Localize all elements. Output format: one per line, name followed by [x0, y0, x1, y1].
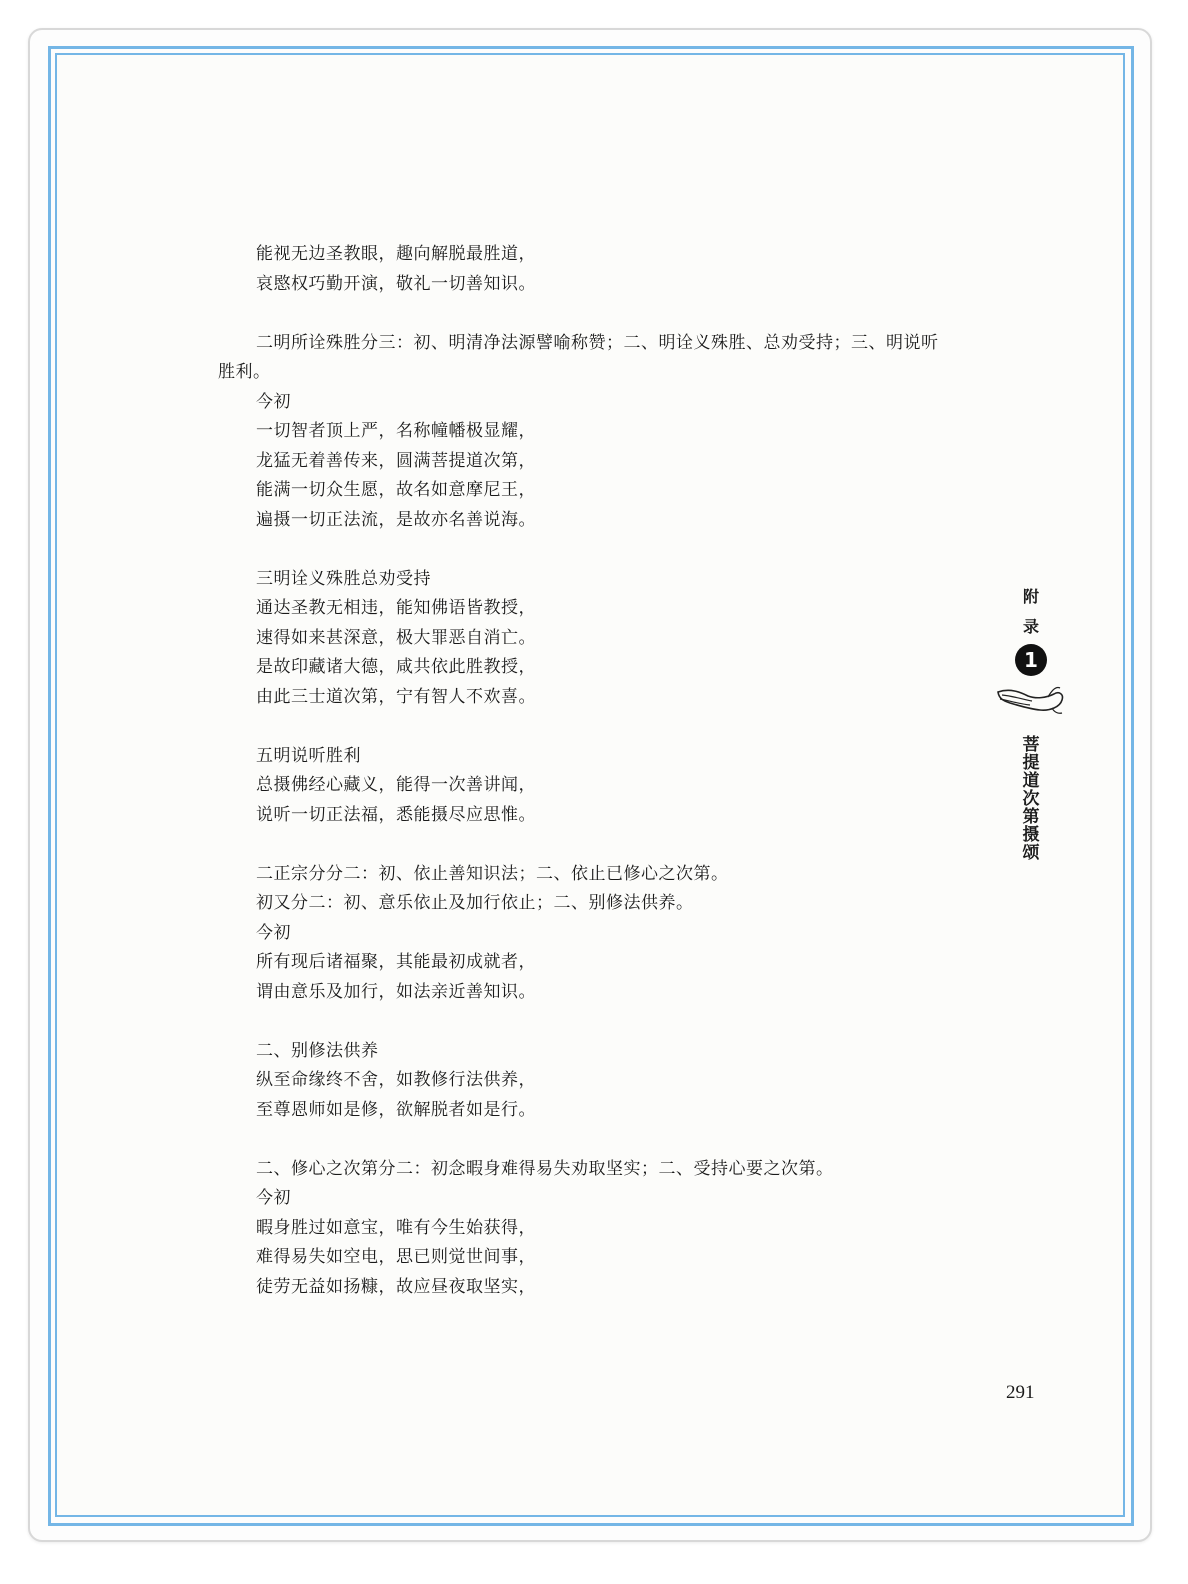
text-line: 徒劳无益如扬糠，故应昼夜取坚实， — [256, 1276, 536, 1297]
text-line: 至尊恩师如是修，欲解脱者如是行。 — [256, 1099, 536, 1120]
text-line: 一切智者顶上严，名称幢幡极显耀， — [256, 421, 536, 441]
appendix-number-badge: 1 — [1015, 644, 1047, 676]
book-title-char: 提 — [1022, 753, 1040, 773]
text-line: 暇身胜过如意宝，唯有今生始获得， — [256, 1217, 536, 1238]
body-text — [218, 240, 978, 1302]
text-line: 速得如来甚深意，极大罪恶自消亡。 — [256, 627, 536, 648]
section-heading: 二、修心之次第分二：初念暇身难得易失劝取坚实；二、受持心要之次第。 — [256, 1158, 834, 1179]
book-title-vertical — [1023, 736, 1040, 862]
book-title-char: 摄 — [1022, 825, 1040, 845]
text-line: 是故印藏诸大德，咸共依此胜教授， — [256, 657, 536, 677]
text-line: 今初 — [256, 1188, 291, 1208]
appendix-side-tab — [1005, 582, 1057, 862]
spacer — [218, 299, 978, 329]
text-line: 总摄佛经心藏义，能得一次善讲闻， — [256, 775, 536, 795]
text-line: 说听一切正法福，悉能摄尽应思惟。 — [256, 804, 536, 825]
spacer — [218, 1007, 978, 1037]
book-title-char: 第 — [1022, 807, 1040, 827]
text-line: 胜利。 — [218, 362, 271, 382]
text-line: 所有现后诸福聚，其能最初成就者， — [256, 952, 536, 972]
hand-icon — [996, 680, 1066, 716]
spacer — [218, 1125, 978, 1155]
text-line: 纵至命缘终不舍，如教修行法供养， — [256, 1070, 536, 1090]
book-title-char: 次 — [1022, 789, 1040, 809]
text-line: 谓由意乐及加行，如法亲近善知识。 — [256, 981, 536, 1002]
book-title-char: 颂 — [1022, 843, 1040, 863]
section-heading: 二正宗分分二：初、依止善知识法；二、依止已修心之次第。 — [256, 863, 729, 884]
text-line: 由此三士道次第，宁有智人不欢喜。 — [256, 686, 536, 707]
spacer — [218, 712, 978, 742]
text-line: 能视无边圣教眼，趣向解脱最胜道， — [256, 244, 536, 264]
spacer — [218, 830, 978, 860]
section-heading: 三明诠义殊胜总劝受持 — [256, 568, 431, 589]
text-line: 通达圣教无相违，能知佛语皆教授， — [256, 598, 536, 618]
text-line: 今初 — [256, 922, 291, 943]
text-line: 哀愍权巧勤开演，敬礼一切善知识。 — [256, 273, 536, 294]
section-heading: 五明说听胜利 — [256, 745, 361, 766]
text-line: 二明所诠殊胜分三：初、明清净法源譬喻称赞；二、明诠义殊胜、总劝受持；三、明说听 — [256, 332, 939, 353]
appendix-label: 附 — [1022, 587, 1039, 606]
text-line: 遍摄一切正法流，是故亦名善说海。 — [256, 509, 536, 530]
text-line: 今初 — [256, 391, 291, 412]
spacer — [218, 535, 978, 565]
text-line: 难得易失如空电，思已则觉世间事， — [256, 1247, 536, 1267]
book-title-char: 菩 — [1022, 735, 1040, 755]
section-heading: 二、别修法供养 — [256, 1040, 379, 1061]
appendix-label: 录 — [1022, 617, 1039, 636]
text-line: 初又分二：初、意乐依止及加行依止；二、别修法供养。 — [256, 893, 694, 913]
text-line: 龙猛无着善传来，圆满菩提道次第， — [256, 450, 536, 471]
page-number: 291 — [1006, 1382, 1035, 1403]
text-line: 能满一切众生愿，故名如意摩尼王， — [256, 480, 536, 500]
book-title-char: 道 — [1022, 771, 1040, 791]
